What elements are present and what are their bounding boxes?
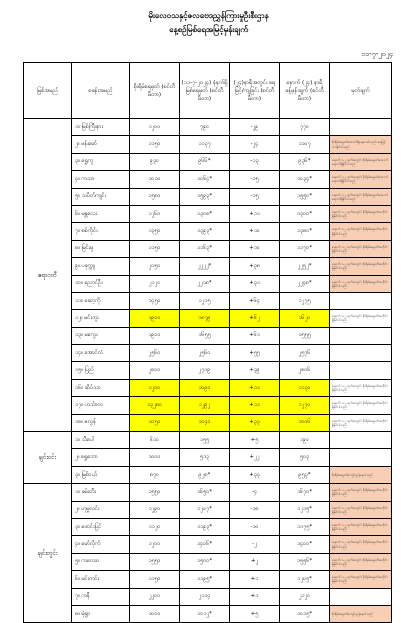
table-row <box>24 605 392 622</box>
current-level: ၁၀၁၂* <box>180 605 230 622</box>
col-warning-level: စိုးရိမ်ရေမှတ် (စင်တီမီတာ) <box>130 63 180 119</box>
station-name: ၆။ မန္တလေး <box>72 205 130 222</box>
current-level: ၂၁၁၄ <box>180 588 230 605</box>
river-name: ချင်းတွင်း <box>24 484 72 623</box>
forecast-level: ၁၂၇၅ <box>280 292 330 309</box>
level-change: +၃၉ <box>230 362 280 379</box>
forecast-level: ၇၇၀ <box>280 119 330 136</box>
station-name: ၇။ စစ်ကိုင်း <box>72 223 130 240</box>
station-name: ၁၃။ မကွေး <box>72 327 130 344</box>
level-change: +၅ <box>230 605 280 622</box>
table-row <box>24 362 392 379</box>
station-name: ၅။ ကလေးဝ <box>72 553 130 570</box>
current-level: ၁၀၄၀ <box>180 414 230 431</box>
warning-level: ၉၃၀ <box>130 153 180 170</box>
current-level: ၂၂၂၂* <box>180 258 230 275</box>
station-name: ၁၂။ မင်းဘူး <box>72 310 130 327</box>
warning-level: ၂၀၅၀ <box>130 258 180 275</box>
station-name: ၃။ ရွှေကူ <box>72 153 130 170</box>
level-change: -၂၉ <box>230 119 280 136</box>
forecast-level: ၂၂၄၈* <box>280 275 330 292</box>
forecast-level: ၁၀၃၄* <box>280 171 330 188</box>
forecast-level: ၂၅၇၆ <box>280 345 330 362</box>
warning-level: ၁၄၅၀ <box>130 292 180 309</box>
table-row <box>24 171 392 188</box>
current-level: ၁၆၅၅ <box>180 327 230 344</box>
forecast-level: ၁၁၃၀ <box>280 379 330 396</box>
remark: နောက် ၁-၂ ရက်အတွင်း စိုးရိမ်ရေမှတ်အတိုင်းရှိနိုင်ပါသည် <box>330 275 392 292</box>
current-level: ၁၅၀၀* <box>180 553 230 570</box>
forecast-level: ၁၁၇၅* <box>280 518 330 535</box>
warning-level: ၁၂၀၀ <box>130 119 180 136</box>
remark: နောက် ၁-၂ ရက်အတွင်း စိုးရိမ်ရေမှတ်အတိုင်းရှိနိုင်ပါသည် <box>330 536 392 553</box>
warning-level: ၂၂၀၀ <box>130 588 180 605</box>
remark <box>330 327 392 344</box>
station-name: ၁၆။ ဆိပ်သာ <box>72 379 130 396</box>
table-row <box>24 345 392 362</box>
remark: နောက် ၁-၂ ရက်အတွင်း စိုးရိမ်ရေမှတ်အတိုင်းရှိနိုင်ပါသည် <box>330 223 392 240</box>
table-row <box>24 414 392 431</box>
current-level: ၉၆၆* <box>180 153 230 170</box>
current-level: ၁၀၆၄* <box>180 171 230 188</box>
table-row <box>24 136 392 153</box>
current-level: ၂၇၁၉ <box>180 362 230 379</box>
remark: စိုးရိမ်ရေမှတ်အောက်ရှိနေသော်လည်း ရေမြင့်လာနိုင်ပါသည် <box>330 136 392 153</box>
station-name: ၁။ ခမ်းတီး <box>72 484 130 501</box>
remark: နောက် ၁-၂ ရက်အတွင်း စိုးရိမ်ရေမှတ်အတိုင်းရှိနိုင်ပါသည် <box>330 240 392 257</box>
current-level: ၂၅၆၀ <box>180 345 230 362</box>
current-level: ၁၆၅၀* <box>180 484 230 501</box>
forecast-level: ၅၀၃ <box>280 449 330 466</box>
table-row <box>24 449 392 466</box>
river-level-table <box>23 62 392 623</box>
station-name: ၃။ ဖောင်းပြင် <box>72 518 130 535</box>
table-row <box>24 484 392 501</box>
level-change: +၅၅ <box>230 345 280 362</box>
level-change: -၄ <box>230 484 280 501</box>
forecast-level: ၉၃၆* <box>280 153 330 170</box>
forecast-level: ၁၁၇၀* <box>280 240 330 257</box>
warning-level: ၁၁၂၀ <box>130 518 180 535</box>
warning-level: ၈၇၀ <box>130 466 180 483</box>
current-level: ၁၄၀၆* <box>180 536 230 553</box>
remark: နောက် ၁-၂ ရက်အတွင်း စိုးရိမ်ရေမှတ်အတိုင်းရှိနိုင်ပါသည် <box>330 205 392 222</box>
station-name: ၄။ မော်လိုက် <box>72 536 130 553</box>
warning-level: ၁၂၀၀ <box>130 379 180 396</box>
warning-level: ၁၅၈၀ <box>130 188 180 205</box>
level-change: +၆၄ <box>230 292 280 309</box>
forecast-level: ၉၅၃* <box>280 466 330 483</box>
table-row <box>24 501 392 518</box>
forecast-level: ၁၆၂၀ <box>280 310 330 327</box>
current-level: ၁၁၉၅* <box>180 571 230 588</box>
station-name: ၅။ သပိတ်ကျင်း <box>72 188 130 205</box>
remark <box>330 449 392 466</box>
remark: နောက် ၁-၂ ရက်အတွင်း စိုးရိမ်ရေမှတ်အတိုင်းရှိနိုင်ပါသည် <box>330 397 392 414</box>
current-level: ၁၅၉၃* <box>180 188 230 205</box>
current-level: ၇၉၀ <box>180 119 230 136</box>
table-row <box>24 205 392 222</box>
table-row <box>24 310 392 327</box>
table-row <box>24 553 392 570</box>
col-forecast-24h: နောက် (၂၄) နာရီ ခန့်မှန်းချက် (စင်တီမီတာ) <box>280 63 330 119</box>
forecast-level: ၁၁၀၇ <box>280 136 330 153</box>
station-name: ၂။ ဗန်းမော် <box>72 136 130 153</box>
forecast-level: ၁၉၀ <box>280 432 330 449</box>
warning-level: ၁၁၅၀ <box>130 240 180 257</box>
level-change: +၁၁ <box>230 205 280 222</box>
level-change: -၁၀ <box>230 518 280 535</box>
report-date: ၁၁-၇-၂၀၂၄ <box>361 50 393 58</box>
warning-level: ၂၅၆၀ <box>130 345 180 362</box>
report-title: နေ့စဉ်မြစ်ရေအမြင့်မှန်းချက် <box>169 25 248 34</box>
remark <box>330 292 392 309</box>
warning-level: ၁၀၀၀ <box>130 449 180 466</box>
warning-level: ၂၁၂၀ <box>130 275 180 292</box>
forecast-level: ၁၂၁၅* <box>280 501 330 518</box>
forecast-level: ၁၄၀၀* <box>280 536 330 553</box>
current-level: ၁၂၀၇* <box>180 501 230 518</box>
forecast-level: ၁၆၇၀* <box>280 484 330 501</box>
remark <box>330 432 392 449</box>
station-name: ၁၀။ ညောင်ဦး <box>72 275 130 292</box>
level-change: +၆၁ <box>230 327 280 344</box>
table-row <box>24 188 392 205</box>
station-name: ၇။ ကနီ <box>72 588 130 605</box>
col-change-24h: (၂၄)နာရီအတွင်း ရေမြင့်/ကျခြင်း (စင်တီမီတာ) <box>230 63 280 119</box>
warning-level: ၁၅၅၀ <box>130 553 180 570</box>
table-row <box>24 327 392 344</box>
remark: နောက် ၁-၂ ရက်အတွင်း စိုးရိမ်ရေမှတ်အောက်ရောက်ရှိနိုင်ပါသည် <box>330 171 392 188</box>
forecast-level: ၁၂၀၅* <box>280 571 330 588</box>
remark <box>330 119 392 136</box>
level-change: +၁၁ <box>230 379 280 396</box>
col-current-level: (၁၁-၇-၂၀၂၄) နံနက်ရှိ မြစ်ရေမှတ် (စင်တီမီတာ) <box>180 63 230 119</box>
remark: နောက် ၁-၂ ရက်အတွင်း စိုးရိမ်ရေမှတ်အတိုင်းရှိနိုင်ပါသည် <box>330 258 392 275</box>
station-name: ၂။ ရွှေဘော <box>72 449 130 466</box>
table-row <box>24 275 392 292</box>
forecast-level: ၁၃၀၀* <box>280 205 330 222</box>
current-level: ၁၁၆၃* <box>180 240 230 257</box>
station-name: ၁၇။ ဟင်္သာတ <box>72 397 130 414</box>
table-row <box>24 223 392 240</box>
forecast-level: ၂၁၂၀ <box>280 588 330 605</box>
current-level: ၁၀၉၀ <box>180 379 230 396</box>
forecast-level: ၁၀၀၆ <box>280 414 330 431</box>
warning-level: ၁၉၀၀ <box>130 310 180 327</box>
level-change: -၁၅ <box>230 171 280 188</box>
table-row <box>24 466 392 483</box>
level-change: -၁၈ <box>230 501 280 518</box>
level-change: +၃၈ <box>230 258 280 275</box>
forecast-level: ၁၅၅၀* <box>280 188 330 205</box>
level-change: +၁၀ <box>230 240 280 257</box>
warning-level: ၁၀၀၀ <box>130 605 180 622</box>
current-level: ၁၅၅ <box>180 432 230 449</box>
table-row <box>24 258 392 275</box>
remark: နောက် ၁-၂ ရက်အတွင်း စိုးရိမ်ရေမှတ်အောက်ရောက်ရှိနိုင်ပါသည် <box>330 188 392 205</box>
remark <box>330 588 392 605</box>
forecast-level: ၁၂၇၀ <box>280 397 330 414</box>
table-row <box>24 571 392 588</box>
station-name: ၆။ မင်းကင်း <box>72 571 130 588</box>
col-river: မြစ်အမည် <box>24 63 72 119</box>
header-row <box>24 63 392 119</box>
remark <box>330 362 392 379</box>
station-name: ၁၈။ ဇလွန် <box>72 414 130 431</box>
station-name: ၁။ သီပေါ <box>72 432 130 449</box>
level-change: +၁၁ <box>230 397 280 414</box>
forecast-level: ၁၃၈၀* <box>280 223 330 240</box>
warning-level: ၁၉၀၀ <box>130 327 180 344</box>
col-remarks: မှတ်ချက် <box>330 63 392 119</box>
warning-level: ၁၃၅၀ <box>130 223 180 240</box>
agency-title: မိုးလေဝသနှင့်ဇလဗေဒညွှန်ကြားမှုဦးစီးဌာန <box>148 11 269 20</box>
level-change: +၁ <box>230 588 280 605</box>
remark: နောက် ၁-၂ ရက်အတွင်း စိုးရိမ်ရေမှတ်အတိုင်းရှိနိုင်ပါသည် <box>330 518 392 535</box>
station-name: ၈။ မုံရွာ <box>72 605 130 622</box>
table-row <box>24 292 392 309</box>
table-row <box>24 153 392 170</box>
station-name: ၂။ ဟုမ္မလင်း <box>72 501 130 518</box>
level-change: +၆၂ <box>230 310 280 327</box>
remark: နောက် ၁-၂ ရက်အတွင်း စိုးရိမ်ရေမှတ်အောက်ရောက်ရှိနိုင်ပါသည် <box>330 153 392 170</box>
warning-level: ၁၃၂၈၀ <box>130 397 180 414</box>
forecast-level: ၁၅၅၅ <box>280 327 330 344</box>
level-change: +၁ <box>230 571 280 588</box>
warning-level: ၁၅၅၀ <box>130 484 180 501</box>
table-row <box>24 536 392 553</box>
station-name: ၃။ မြစ်ငယ် <box>72 466 130 483</box>
current-level: ၁၂၁၅ <box>180 292 230 309</box>
current-level: ၁၁၉၃* <box>180 518 230 535</box>
warning-level: ၁၁၅၀ <box>130 136 180 153</box>
level-change: +၅ <box>230 432 280 449</box>
warning-level: ၆၁၀ <box>130 432 180 449</box>
station-name: ၁၄။ အောင်လံ <box>72 345 130 362</box>
table-body <box>24 119 392 623</box>
level-change: +၁၀ <box>230 223 280 240</box>
level-change: -၁၃ <box>230 153 280 170</box>
remark: နောက် ၁-၂ ရက်အတွင်း စိုးရိမ်ရေမှတ်အတိုင်းရှိနိုင်ပါသည် <box>330 501 392 518</box>
level-change: +၂၂ <box>230 449 280 466</box>
remark <box>330 345 392 362</box>
table-row <box>24 379 392 396</box>
remark: စိုးရိမ်ရေမှတ်ကျော်လွန်နေပါသည် <box>330 466 392 483</box>
remark: နောက် ၁-၂ ရက်အတွင်း စိုးရိမ်ရေမှတ်အတိုင်းရှိနိုင်ပါသည် <box>330 553 392 570</box>
warning-level: ၁၂၉၀ <box>130 501 180 518</box>
river-name: ဧရာဝတီ <box>24 119 72 432</box>
current-level: ၂၂၁၈* <box>180 275 230 292</box>
table-row <box>24 518 392 535</box>
warning-level: ၁၁၅၀ <box>130 571 180 588</box>
river-name: ချင်းဝင်း <box>24 432 72 484</box>
remark: နောက် ၁-၂ ရက်အတွင်း စိုးရိမ်ရေမှတ်အတိုင်းရှိနိုင်ပါသည် <box>330 379 392 396</box>
level-change: -၂၄ <box>230 136 280 153</box>
warning-level: ၁၀၁၀ <box>130 171 180 188</box>
warning-level: ၁၂၆၀ <box>130 205 180 222</box>
table-row <box>24 119 392 136</box>
forecast-level: ၁၅၅၆* <box>280 553 330 570</box>
current-level: ၅၁၃ <box>180 449 230 466</box>
remark: နောက် ၁-၂ ရက်အတွင်း စိုးရိမ်ရေမှတ်အတိုင်းရှိနိုင်ပါသည် <box>330 310 392 327</box>
remark: နောက် ၁-၂ ရက်အတွင်း စိုးရိမ်ရေမှတ်အတိုင်းရှိနိုင်ပါသည် <box>330 414 392 431</box>
level-change: +၃၁ <box>230 275 280 292</box>
remark: နောက် ၁-၂ ရက်အတွင်း စိုးရိမ်ရေမှတ်အတိုင်းရှိနိုင်ပါသည် <box>330 571 392 588</box>
current-level: ၁၃၉၃* <box>180 223 230 240</box>
table-row <box>24 588 392 605</box>
level-change: +၂ <box>230 553 280 570</box>
level-change: +၃၃ <box>230 466 280 483</box>
station-name: ၁။ မြစ်ကြီးနား <box>72 119 130 136</box>
forecast-level: ၁၀၁၅* <box>280 605 330 622</box>
station-name: ၈။ မြင်းမူ <box>72 240 130 257</box>
warning-level: ၂၈၀၀ <box>130 362 180 379</box>
station-name: ၄။ ကသာ <box>72 171 130 188</box>
station-name: ၁၁။ ဆော့ကို <box>72 292 130 309</box>
level-change: -၂ <box>230 536 280 553</box>
warning-level: ၁၂၀၀ <box>130 536 180 553</box>
level-change: -၁၅ <box>230 188 280 205</box>
current-level: ၁၂၉၂ <box>180 397 230 414</box>
forecast-level: ၂၂၅၂* <box>280 258 330 275</box>
warning-level: ၁၀၅၀ <box>130 414 180 431</box>
remark: နောက် ၁-၂ ရက်အတွင်း စိုးရိမ်ရေမှတ်အတိုင်းရှိနိုင်ပါသည် <box>330 484 392 501</box>
table-row <box>24 397 392 414</box>
current-level: ၉၂၈* <box>180 466 230 483</box>
table-row <box>24 432 392 449</box>
current-level: ၁၁၃၇ <box>180 136 230 153</box>
station-name: ၉။ ပခုက္ကူ <box>72 258 130 275</box>
remark: စိုးရိမ်ရေမှတ်ကျော်လွန်နေပါသည် <box>330 605 392 622</box>
table-row <box>24 240 392 257</box>
station-name: ၁၅။ ပြည် <box>72 362 130 379</box>
current-level: ၁၃၀၈* <box>180 205 230 222</box>
current-level: ၁၈၇၉ <box>180 310 230 327</box>
level-change: +၃၃ <box>230 414 280 431</box>
forecast-level: ၂၈၀၆ <box>280 362 330 379</box>
col-station: စခန်းအမည် <box>72 63 130 119</box>
